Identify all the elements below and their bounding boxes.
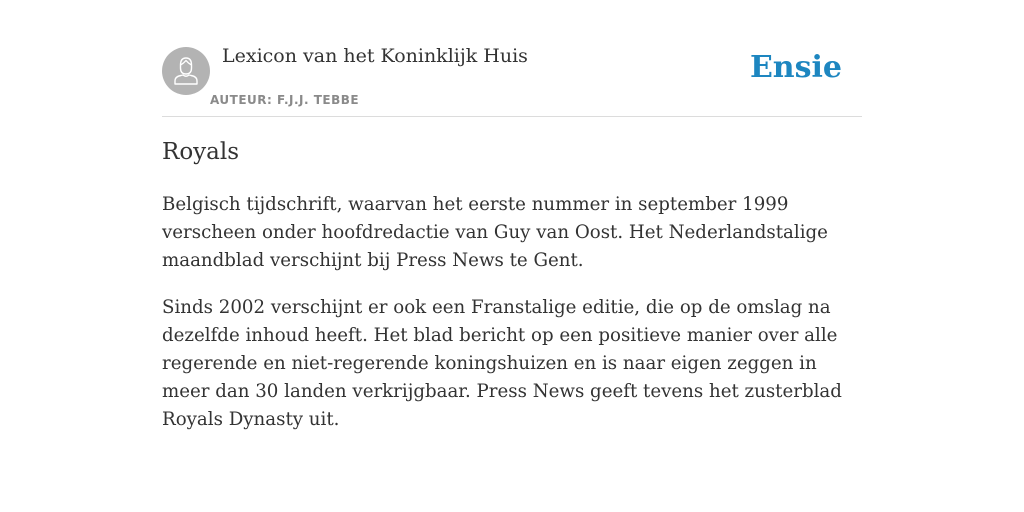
author-avatar[interactable] [162, 47, 210, 95]
paragraph: Sinds 2002 verschijnt er ook een Franstalige editie, die op de omslag na dezelfde inhoud heeft. Het blad bericht op een positieve manier over alle regerende en niet-regerende koningshuizen en is naar eigen zeggen in meer dan 30 landen verkrijgbaar. Press News geeft tevens het zusterblad Royals Dynasty uit. [162, 297, 842, 430]
book-title[interactable]: Lexicon van het Koninklijk Huis [222, 45, 528, 67]
header [162, 0, 862, 117]
paragraph: Belgisch tijdschrift, waarvan het eerste nummer in september 1999 verscheen onder hoofdredactie van Guy van Oost. Het Nederlandstalige maandblad verschijnt bij Press News te Gent. [162, 194, 828, 271]
user-icon [162, 47, 210, 95]
entry-title: Royals [162, 139, 240, 165]
entry-body [162, 191, 862, 453]
brand-logo[interactable]: Ensie [749, 50, 842, 85]
author-label[interactable]: AUTEUR: F.J.J. TEBBE [210, 93, 360, 107]
page-container [162, 0, 862, 430]
